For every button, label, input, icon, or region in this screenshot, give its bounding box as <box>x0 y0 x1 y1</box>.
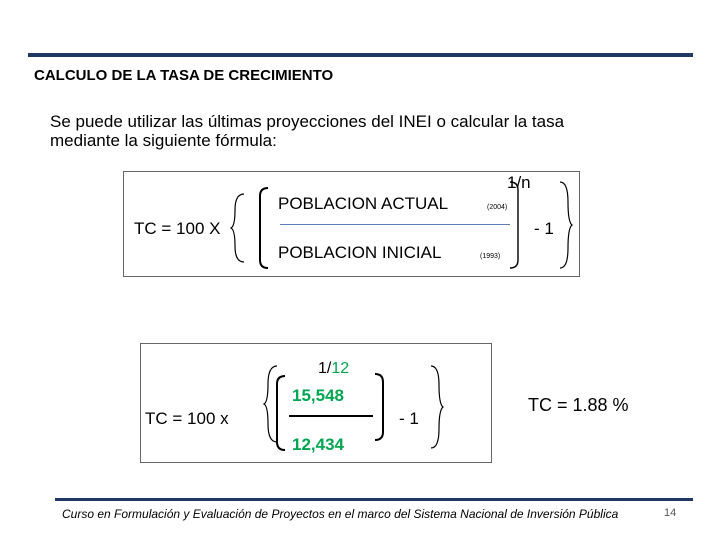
applied-fraction-line <box>289 415 373 417</box>
numerator-year: (2004) <box>487 204 508 211</box>
left-brace-outer <box>232 192 246 264</box>
bottom-divider <box>55 498 693 501</box>
right-brace-outer <box>558 180 572 270</box>
applied-right-brace-outer <box>429 364 443 450</box>
denominator-year: (1993) <box>480 253 501 260</box>
applied-left-bracket-inner <box>275 374 287 452</box>
applied-lhs: TC = 100 x <box>145 409 229 428</box>
top-divider <box>28 53 693 57</box>
applied-numerator: 15,548 <box>292 386 344 405</box>
formula-general-box <box>123 171 580 277</box>
applied-denominator: 12,434 <box>292 435 344 454</box>
right-bracket-inner <box>508 180 520 270</box>
numerator-label: POBLACION ACTUAL <box>278 194 449 213</box>
formula-applied-box <box>140 343 492 463</box>
fraction-line <box>280 224 510 225</box>
formula-lhs: TC = 100 X <box>134 219 221 238</box>
formula-exponent: 1/n <box>507 173 531 192</box>
slide-title: CALCULO DE LA TASA DE CRECIMIENTO <box>34 67 334 84</box>
applied-minus-one: - 1 <box>399 409 419 428</box>
result-text: TC = 1.88 % <box>528 395 629 415</box>
page-number: 14 <box>664 507 677 519</box>
intro-text: Se puede utilizar las últimas proyecciones del INEI o calcular la tasa mediante la siguiente fórmula: <box>50 112 565 150</box>
left-bracket-inner <box>258 186 270 270</box>
minus-one: - 1 <box>534 219 554 238</box>
applied-right-bracket-inner <box>373 372 385 442</box>
applied-exponent: 1/12 <box>318 360 350 377</box>
footer-text: Curso en Formulación y Evaluación de Proyectos en el marco del Sistema Nacional de Inversión Pública <box>62 507 619 521</box>
denominator-label: POBLACION INICIAL <box>278 243 442 262</box>
